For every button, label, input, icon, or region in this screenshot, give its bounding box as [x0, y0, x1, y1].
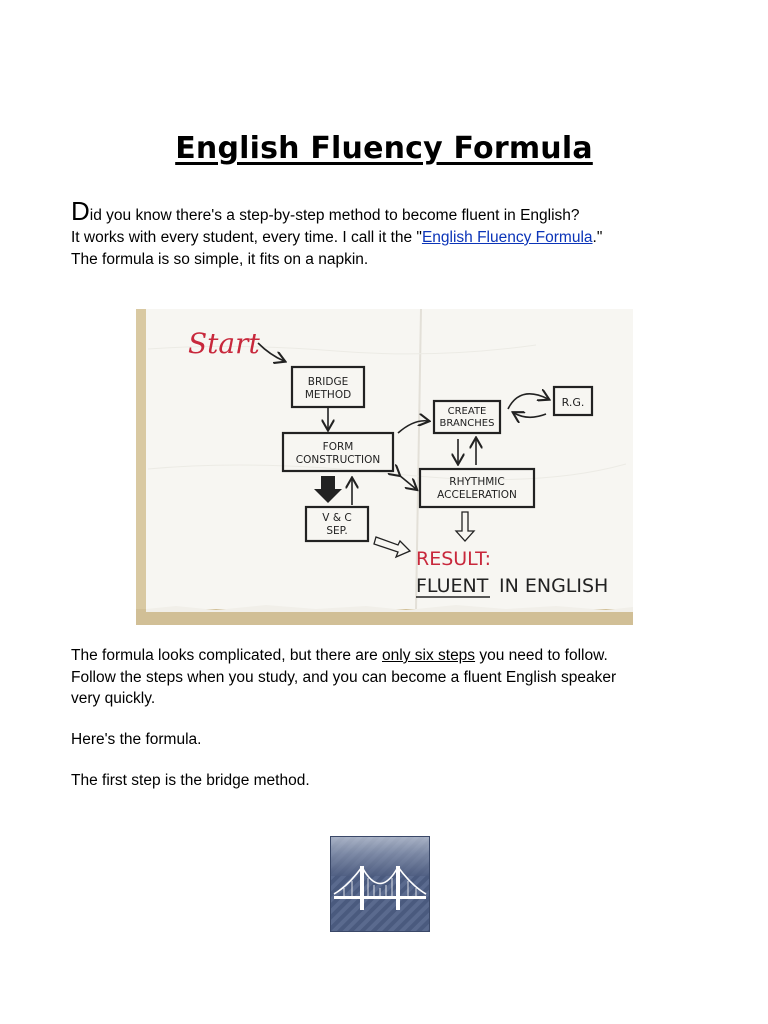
vc-sep-label-2: SEP. — [326, 525, 348, 537]
napkin-left-edge — [136, 309, 146, 625]
six-steps-paragraph — [71, 645, 616, 710]
intro-line-2: It works with every student, every time. I call it the "English Fluency Formula." — [71, 229, 603, 246]
intro-paragraph — [71, 196, 603, 271]
rg-label: R.G. — [561, 396, 585, 409]
fluency-formula-link[interactable]: English Fluency Formula — [421, 229, 593, 246]
intro-line-3: The formula is so simple, it fits on a napkin. — [71, 251, 369, 268]
napkin-diagram — [136, 309, 633, 625]
form-construction-label-1: FORM — [322, 441, 354, 453]
form-construction-label-2: CONSTRUCTION — [295, 454, 381, 466]
rhythmic-acceleration-label-2: ACCELERATION — [437, 489, 517, 501]
rhythmic-acceleration-label-1: RHYTHMIC — [449, 476, 505, 488]
in-english-label: IN ENGLISH — [499, 575, 609, 597]
six-steps-line-2: Follow the steps when you study, and you can become a fluent English speaker — [71, 668, 617, 686]
bridge-method-label-1: BRIDGE — [307, 376, 349, 388]
fluent-label: FLUENT — [416, 575, 489, 597]
start-label: Start — [188, 327, 260, 360]
intro-line-1: Did you know there's a step-by-step method to become fluent in English? — [71, 196, 580, 226]
page-title: English Fluency Formula — [175, 131, 593, 166]
result-label: RESULT: — [416, 548, 492, 570]
six-steps-emphasis: only six steps — [382, 647, 476, 664]
bridge-method-label-2: METHOD — [304, 389, 352, 401]
six-steps-line-3: very quickly. — [71, 690, 156, 707]
napkin-drawing — [136, 309, 633, 625]
six-steps-line-1: The formula looks complicated, but there are only six steps you need to follow. — [71, 647, 608, 664]
create-branches-label-2: BRANCHES — [439, 418, 495, 429]
create-branches-label-1: CREATE — [447, 406, 487, 417]
bridge-icon — [330, 836, 430, 932]
first-step-paragraph: The first step is the bridge method. — [71, 772, 310, 789]
drop-cap: D — [71, 196, 90, 226]
formula-paragraph: Here's the formula. — [71, 731, 202, 748]
vc-sep-label-1: V & C — [322, 512, 352, 524]
